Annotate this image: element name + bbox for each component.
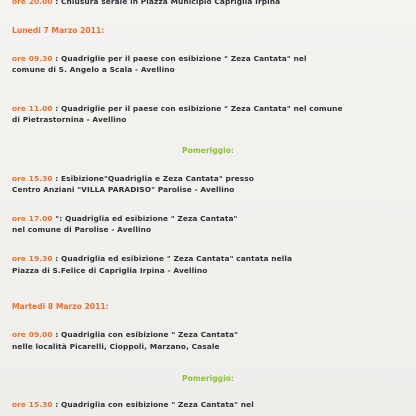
schedule-entry <box>12 104 343 113</box>
section-heading-afternoon-2: Pomeriggio: <box>182 374 234 383</box>
schedule-entry <box>12 400 254 409</box>
day-heading-tuesday: Martedi 8 Marzo 2011: <box>12 302 109 311</box>
entry-continuation: Centro Anziani "VILLA PARADISO" Parolise - Avellino <box>12 185 235 194</box>
entry-time: ore 15.30 <box>12 400 53 409</box>
entry-time: ore 15.30 <box>12 174 53 183</box>
entry-time: ore 09.30 <box>12 54 53 63</box>
schedule-entry <box>12 54 307 63</box>
entry-continuation: Piazza di S.Felice di Capriglia Irpina - Avellino <box>12 266 208 275</box>
entry-time: ore 11.00 <box>12 104 53 113</box>
entry-continuation: nel comune di Parolise - Avellino <box>12 225 152 234</box>
entry-text: : Chiusura serale in Piazza Municipio Capriglia Irpina <box>52 0 281 6</box>
entry-continuation: comune di S. Angelo a Scala - Avellino <box>12 65 175 74</box>
day-heading-monday: Lunedi 7 Marzo 2011: <box>12 26 105 35</box>
entry-continuation: nelle località Picarelli, Cioppoli, Marzano, Casale <box>12 342 220 351</box>
entry-text: : Quadriglia con esibizione " Zeza Cantata" <box>52 330 239 339</box>
section-heading-afternoon: Pomeriggio: <box>182 146 234 155</box>
entry-time: ore 09.00 <box>12 330 53 339</box>
schedule-entry <box>12 330 238 339</box>
schedule-entry-closing <box>12 0 280 6</box>
schedule-entry <box>12 214 238 223</box>
entry-continuation: di Pietrastornina - Avellino <box>12 115 127 124</box>
schedule-entry <box>12 254 292 263</box>
schedule-entry <box>12 174 254 183</box>
entry-time: ore 20.00 <box>12 0 53 6</box>
entry-text: : Quadriglie per il paese con esibizione " Zeza Cantata" nel <box>52 54 307 63</box>
entry-text: : Quadriglia con esibizione " Zeza Cantata" nel <box>52 400 254 409</box>
entry-text: ": Quadriglia ed esibizione " Zeza Cantata" <box>52 214 238 223</box>
entry-text: : Esibizione"Quadriglia e Zeza Cantata" presso <box>52 174 254 183</box>
entry-text: : Quadriglia ed esibizione " Zeza Cantata" cantata nella <box>52 254 293 263</box>
entry-text: : Quadriglie per il paese con esibizione " Zeza Cantata" nel comune <box>52 104 343 113</box>
entry-time: ore 17.00 <box>12 214 53 223</box>
entry-time: ore 19.30 <box>12 254 53 263</box>
